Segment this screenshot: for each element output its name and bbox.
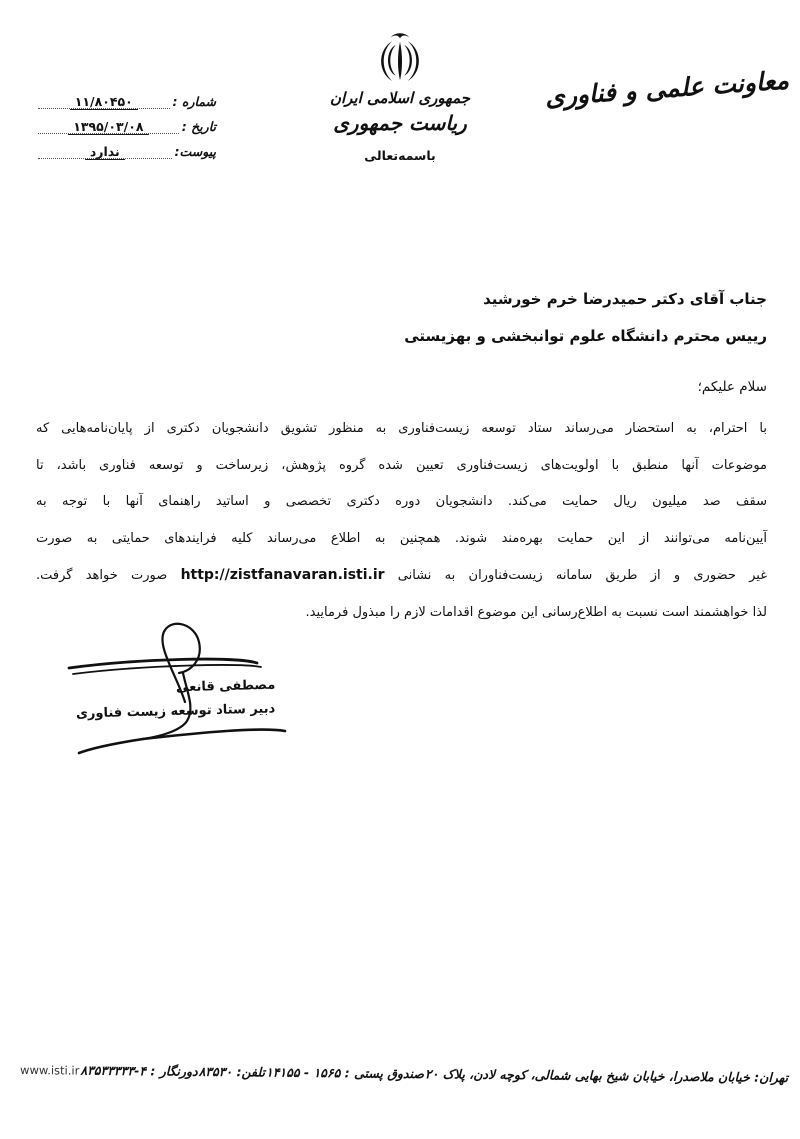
footer-phone: تلفن: ۸۳۵۳۰: [198, 1063, 266, 1080]
letter-meta-fields: [38, 84, 216, 159]
body-line-6: لذا خواهشمند است نسبت به اطلاع‌رسانی این موضوع اقدامات لازم را مبذول فرمایید.: [305, 604, 767, 620]
presidency-title: ریاست جمهوری: [333, 111, 467, 135]
body-line-3: سقف صد میلیون ریال حمایت می‌کند. دانشجویان دوره دکتری تخصصی و اساتید راهنمای آنها با توجه به: [36, 494, 767, 510]
portal-url-text: http://zistfanavaran.isti.ir: [180, 567, 385, 584]
recipient-block: [200, 281, 767, 355]
deputy-title-calligraphy: معاونت علمی و فناوری: [544, 65, 790, 112]
letter-date-value: ۱۳۹۵/۰۳/۰۸: [68, 119, 148, 135]
letter-number-line: [38, 91, 170, 109]
footer-website: www.isti.ir: [20, 1062, 80, 1078]
footer-po-box: صندوق پستی : ۱۵۶۵ - ۱۴۱۵۵: [265, 1064, 425, 1082]
letter-attachment-value: ندارد: [85, 144, 125, 160]
letter-number-value: ۱۱/۸۰۴۵۰: [70, 94, 138, 110]
letter-date-row: [38, 109, 216, 134]
body-line-5-pre: غیر حضوری و از طریق سامانه زیست‌فناوران به نشانی: [384, 568, 768, 584]
basmala-text: باسمه‌تعالی: [364, 148, 436, 163]
footer-contact-line: [20, 1062, 788, 1085]
footer-address: تهران: خیابان ملاصدرا، خیابان شیخ بهایی شمالی، کوچه لادن، پلاک ۲۰: [424, 1066, 789, 1085]
recipient-position: رییس محترم دانشگاه علوم توانبخشی و بهزیستی: [404, 327, 767, 345]
letterhead-center: [318, 30, 482, 163]
letter-number-row: [38, 84, 216, 109]
republic-title: جمهوری اسلامی ایران: [329, 89, 471, 107]
recipient-name: جناب آقای دکتر حمیدرضا خرم خورشید: [483, 290, 767, 308]
salutation: سلام علیکم؛: [697, 379, 767, 395]
body-line-2: موضوعات آنها منطبق با اولویت‌های زیست‌فناوری تعیین شده گروه پژوهش، زیرساخت و توسعه فناوری باشد، تا: [36, 457, 767, 473]
letter-attachment-line: [38, 141, 172, 159]
body-line-5: [36, 557, 767, 595]
signature-block: [55, 616, 295, 764]
iran-emblem-icon: [377, 30, 423, 86]
body-line-5-post: صورت خواهد گرفت.: [36, 568, 181, 584]
footer-fax: دورنگار : ۴-۸۳۵۳۳۳۳۳: [80, 1062, 198, 1079]
letter-date-label: تاریخ :: [181, 119, 216, 134]
letter-number-label: شماره :: [172, 94, 216, 109]
letter-attachment-label: پیوست:: [174, 144, 216, 159]
signer-title: دبیر ستاد توسعه زیست فناوری: [75, 701, 276, 722]
letter-attachment-row: [38, 134, 216, 159]
body-line-4: آیین‌نامه می‌توانند از این حمایت بهره‌مند شوند. همچنین به اطلاع می‌رساند کلیه فرایندهای حمایتی به صورت: [36, 530, 767, 546]
body-line-1: با احترام، به استحضار می‌رساند ستاد توسعه زیست‌فناوری به منظور تشویق دانشجویان دکتری از پایان‌نامه‌هایی که: [36, 421, 767, 436]
signer-name: مصطفی قانعی: [175, 677, 276, 696]
letter-body: [36, 411, 767, 632]
letter-date-line: [38, 116, 179, 134]
